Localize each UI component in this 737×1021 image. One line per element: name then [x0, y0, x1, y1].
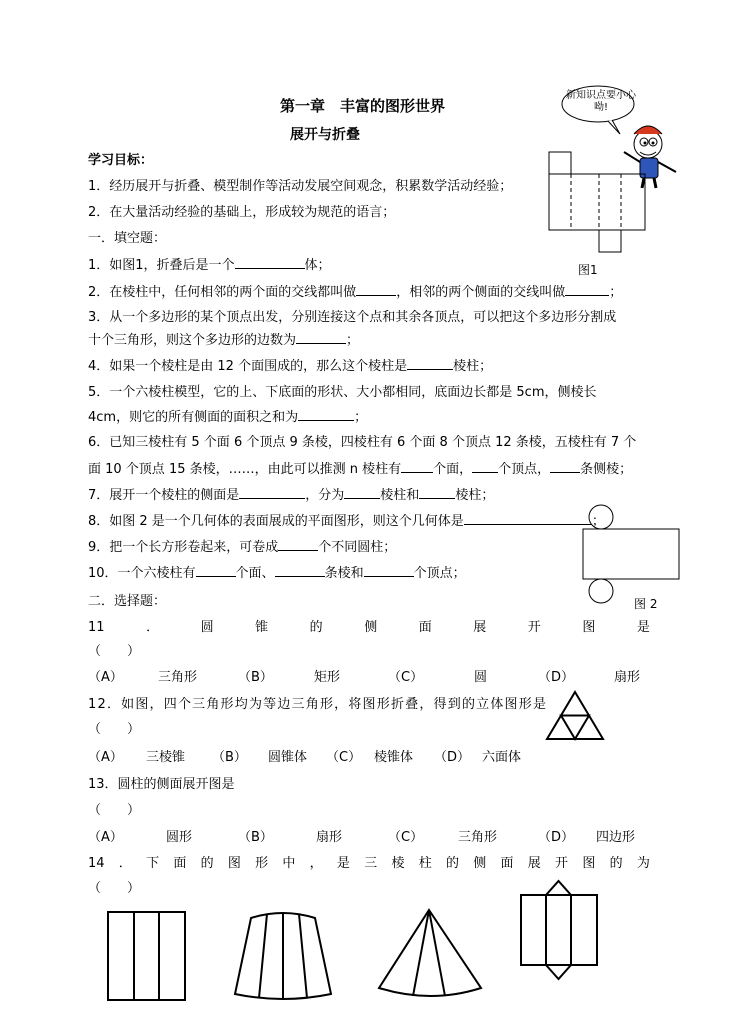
q5-end: ；: [354, 410, 368, 425]
option-d-label[interactable]: （D）: [538, 830, 575, 845]
q14-char: 三: [364, 856, 378, 871]
option-a-label[interactable]: （A）: [88, 670, 123, 685]
option-d-text: 四边形: [596, 830, 636, 845]
option-c-text: 棱锥体: [374, 750, 414, 765]
answer-blank[interactable]: [196, 564, 236, 577]
answer-blank[interactable]: [296, 331, 346, 344]
q11-char: 11: [88, 620, 105, 635]
q9-end: 个不同圆柱；: [318, 540, 397, 555]
option-a-text: 三角形: [158, 670, 198, 685]
q14-char: 侧: [473, 856, 487, 871]
answer-blank[interactable]: [344, 486, 380, 499]
question-5-line-2: [88, 408, 367, 427]
q5-text: 4cm，则它的所有侧面的面积之和为: [88, 410, 299, 425]
answer-blank[interactable]: [550, 460, 580, 473]
q2-end: ；: [609, 285, 623, 300]
q14-char: 面: [173, 856, 187, 871]
q8-text: 8．如图 2 是一个几何体的表面展成的平面图形，则这个几何体是: [88, 514, 464, 529]
q14-answer-paren[interactable]: （ ）: [88, 881, 141, 896]
q3-end: ；: [346, 333, 360, 348]
q14-char: 面: [500, 856, 514, 871]
q7-mid2: 棱柱和: [380, 488, 420, 503]
q14-figure-a-rectangles[interactable]: [107, 911, 187, 1003]
option-d-label[interactable]: （D）: [434, 750, 471, 765]
q14-char: 是: [336, 856, 350, 871]
option-b-label[interactable]: （B）: [212, 750, 247, 765]
q14-char: 展: [527, 856, 541, 871]
q10-text: 10．一个六棱柱有: [88, 566, 196, 581]
figure-1-net: [548, 150, 648, 260]
q2-mid: ，相邻的两个侧面的交线叫做: [396, 285, 566, 300]
bubble-text: 新知识点要小心呦!: [566, 90, 636, 113]
q11-char: 开: [527, 620, 541, 635]
q14-figure-d-prism-net[interactable]: [520, 880, 598, 980]
option-a-text: 圆形: [166, 830, 193, 845]
q14-char: 棱: [391, 856, 405, 871]
q14-char: ．: [118, 856, 132, 871]
answer-blank[interactable]: [364, 564, 414, 577]
question-7: [88, 486, 494, 505]
option-d-label[interactable]: （D）: [538, 670, 575, 685]
option-d-text: 六面体: [482, 750, 522, 765]
option-c-text: 圆: [474, 670, 488, 685]
figure-2-label: 图 2: [634, 597, 658, 611]
option-b-text: 圆锥体: [268, 750, 308, 765]
question-13: 13．圆柱的侧面展开图是: [88, 777, 235, 792]
q10-faces: 个面、: [235, 566, 275, 581]
option-c-text: 三角形: [458, 830, 498, 845]
q10-edges: 条棱和: [324, 566, 364, 581]
q14-figure-b-fan[interactable]: [233, 908, 333, 1004]
q6-text: 面 10 个顶点 15 条棱，……，由此可以推测 n 棱柱有: [88, 462, 402, 477]
q11-char: 面: [418, 620, 432, 635]
answer-blank[interactable]: [278, 538, 318, 551]
option-a-label[interactable]: （A）: [88, 750, 123, 765]
q11-char: 锥: [255, 620, 269, 635]
q11-char: ．: [146, 620, 160, 635]
section-title: 展开与折叠: [290, 127, 360, 143]
q1-end: 体；: [304, 258, 331, 273]
question-4: [88, 357, 492, 376]
q6-edges: 条侧棱；: [580, 462, 633, 477]
q11-answer-paren[interactable]: （ ）: [88, 644, 141, 659]
q14-char: 的: [200, 856, 214, 871]
objective-1: 1．经历展开与折叠、模型制作等活动发展空间观念，积累数学活动经验；: [88, 179, 513, 194]
q4-end: 棱柱；: [453, 359, 493, 374]
fill-heading: 一．填空题：: [88, 231, 167, 246]
triangle-net-figure: [545, 690, 605, 742]
q14-char: 14: [88, 856, 105, 871]
choice-heading: 二．选择题：: [88, 594, 167, 609]
answer-blank[interactable]: [239, 486, 305, 499]
q14-figure-c-pyramid[interactable]: [377, 908, 483, 1004]
answer-blank[interactable]: [235, 256, 305, 269]
question-8: [88, 512, 605, 531]
q14-char: 开: [555, 856, 569, 871]
question-12: 12．如图，四个三角形均为等边三角形，将图形折叠，得到的立体图形是: [88, 697, 548, 712]
q4-text: 4．如果一个棱柱是由 12 个面围成的，那么这个棱柱是: [88, 359, 408, 374]
q7-end: 棱柱；: [455, 488, 495, 503]
figure-2-cylinder-net: [582, 503, 682, 607]
q12-answer-paren[interactable]: （ ）: [88, 722, 141, 737]
answer-blank[interactable]: [407, 357, 453, 370]
option-b-label[interactable]: （B）: [238, 670, 273, 685]
q14-char: 形: [255, 856, 269, 871]
option-c-label[interactable]: （C）: [326, 750, 362, 765]
question-11: [88, 619, 650, 637]
option-c-label[interactable]: （C）: [388, 830, 424, 845]
question-6-line-2: [88, 460, 632, 479]
bubble-tail: [608, 120, 620, 134]
page-title: 第一章 丰富的图形世界: [280, 97, 446, 115]
question-14: [88, 855, 650, 873]
question-5-line-1: 5．一个六棱柱模型，它的上、下底面的形状、大小都相同，底面边长都是 5cm，侧棱长: [88, 385, 597, 400]
q6-faces: 个面，: [433, 462, 473, 477]
q2-text: 2．在棱柱中，任何相邻的两个面的交线都叫做: [88, 285, 357, 300]
q7-text: 7．展开一个棱柱的侧面是: [88, 488, 240, 503]
option-a-label[interactable]: （A）: [88, 830, 123, 845]
question-9: [88, 538, 396, 557]
q11-char: 图: [582, 620, 596, 635]
q14-char: 中: [282, 856, 296, 871]
option-b-text: 矩形: [314, 670, 341, 685]
question-10: [88, 564, 466, 583]
question-1: [88, 256, 331, 275]
option-b-label[interactable]: （B）: [238, 830, 273, 845]
q14-char: 图: [582, 856, 596, 871]
option-d-text: 扇形: [614, 670, 641, 685]
q14-char: 下: [146, 856, 160, 871]
q11-char: 展: [473, 620, 487, 635]
q3-text: 十个三角形，则这个多边形的边数为: [88, 333, 297, 348]
q14-char: 柱: [418, 856, 432, 871]
q14-char: 图: [227, 856, 241, 871]
q14-char: 为: [636, 856, 650, 871]
objectives-heading: 学习目标：: [88, 153, 154, 168]
question-6-line-1: 6．已知三棱柱有 5 个面 6 个顶点 9 条棱，四棱柱有 6 个面 8 个顶点 12 条棱，五棱柱有 7 个: [88, 435, 637, 450]
question-3-line-1: 3．从一个多边形的某个顶点出发，分别连接这个点和其余各顶点，可以把这个多边形分割成: [88, 310, 617, 325]
question-3-line-2: [88, 331, 359, 350]
q14-char: ，: [309, 856, 323, 871]
q14-char: 的: [445, 856, 459, 871]
q6-vertices: 个顶点，: [498, 462, 551, 477]
q11-char: 的: [309, 620, 323, 635]
q11-char: 圆: [200, 620, 214, 635]
option-c-label[interactable]: （C）: [388, 670, 424, 685]
q11-char: 侧: [364, 620, 378, 635]
option-b-text: 扇形: [316, 830, 343, 845]
q14-char: 的: [609, 856, 623, 871]
q10-end: 个顶点；: [413, 566, 466, 581]
q1-text: 1．如图1，折叠后是一个: [88, 258, 235, 273]
q8-end: ；: [591, 514, 605, 529]
option-a-text: 三棱锥: [146, 750, 186, 765]
q9-text: 9．把一个长方形卷起来，可卷成: [88, 540, 279, 555]
answer-blank[interactable]: [419, 486, 455, 499]
figure-1-label: 图1: [578, 263, 598, 277]
answer-blank[interactable]: [464, 512, 592, 525]
answer-blank[interactable]: [356, 283, 396, 296]
q11-char: 是: [636, 620, 650, 635]
answer-blank[interactable]: [401, 460, 433, 473]
answer-blank[interactable]: [472, 460, 498, 473]
answer-blank[interactable]: [298, 408, 354, 421]
q13-answer-paren[interactable]: （ ）: [88, 803, 141, 818]
question-2: [88, 283, 622, 302]
objective-2: 2．在大量活动经验的基础上，形成较为规范的语言；: [88, 205, 396, 220]
answer-blank[interactable]: [275, 564, 325, 577]
q7-mid: ，分为: [305, 488, 345, 503]
answer-blank[interactable]: [565, 283, 609, 296]
